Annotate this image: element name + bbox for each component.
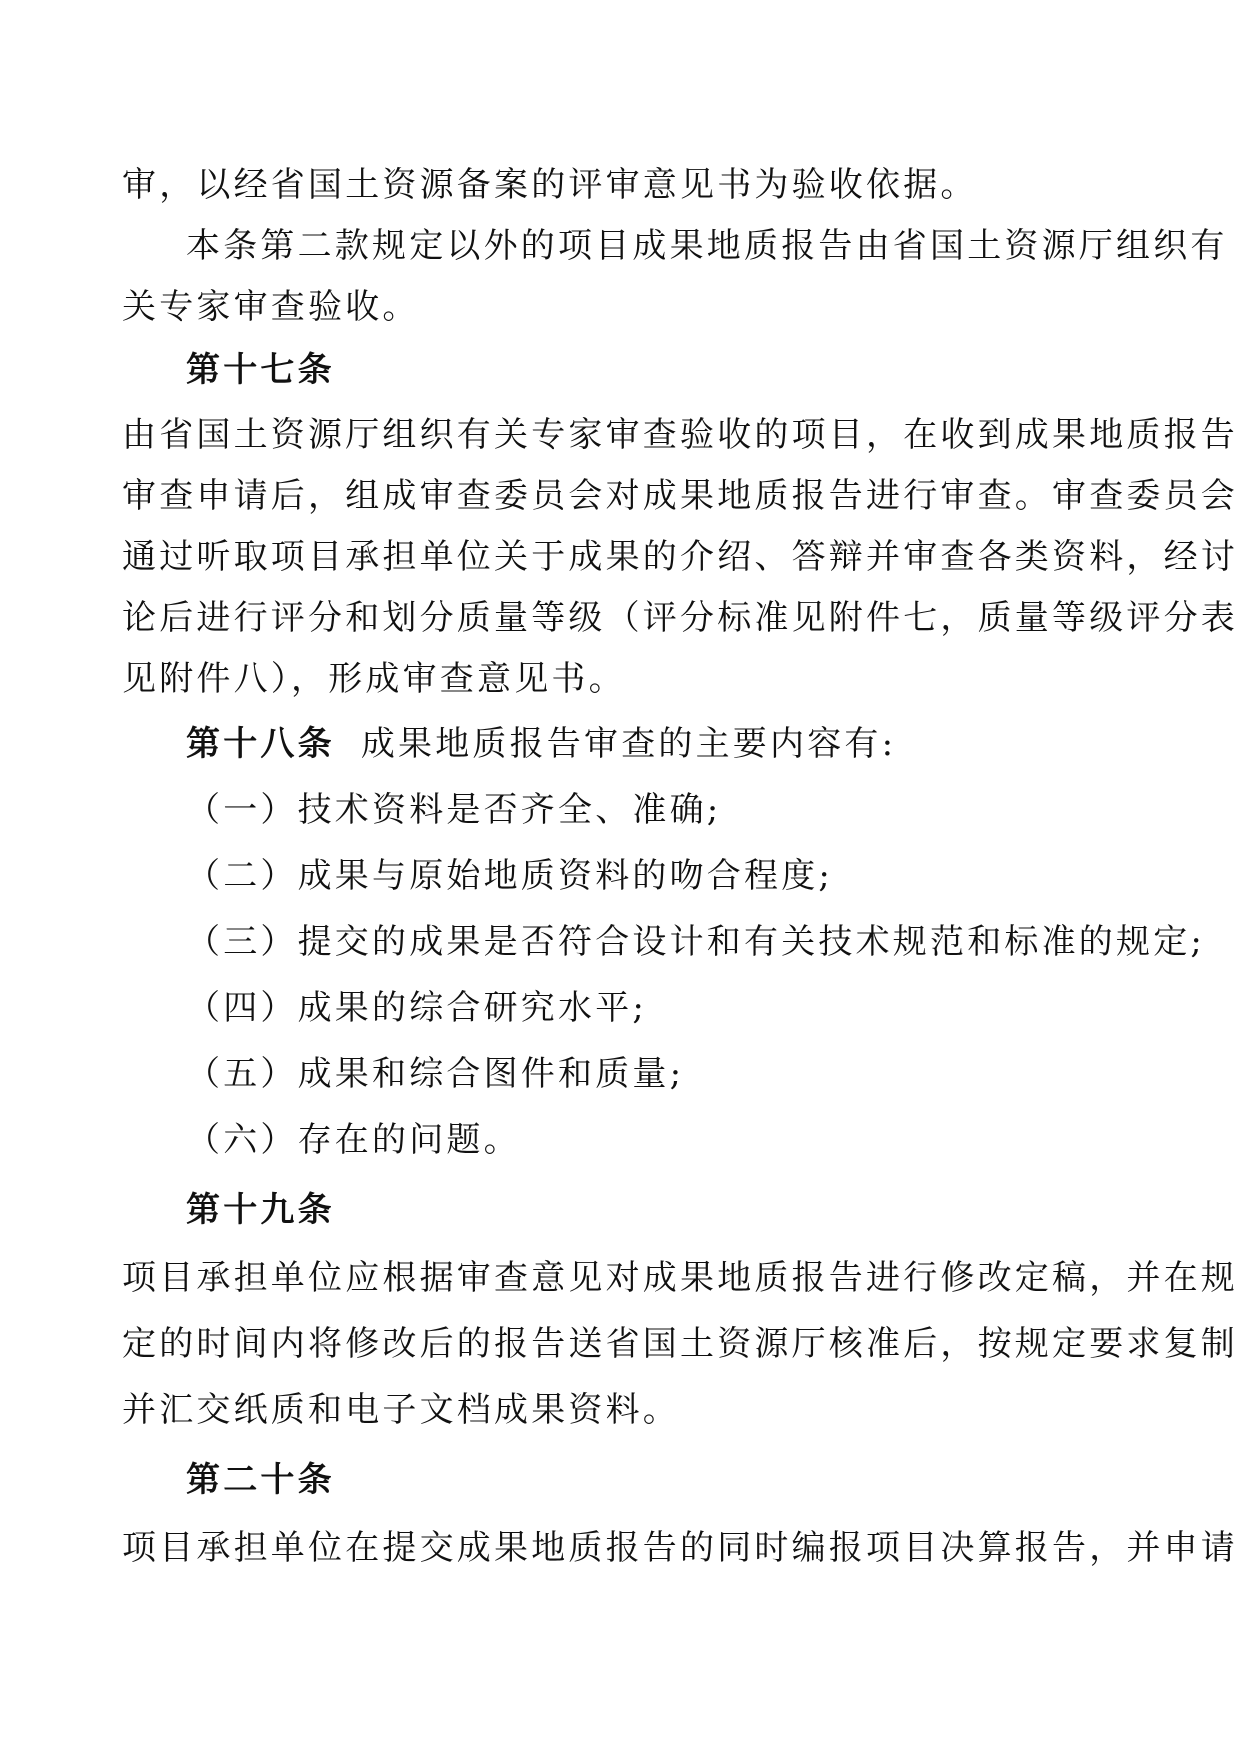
list-item: （一）技术资料是否齐全、准确; [186, 790, 722, 830]
body-line: 项目承担单位在提交成果地质报告的同时编报项目决算报告，并申请 [122, 1528, 1238, 1568]
list-item: （六）存在的问题。 [186, 1120, 521, 1160]
body-text: 成果地质报告审查的主要内容有: [360, 724, 897, 764]
body-line: 项目承担单位应根据审查意见对成果地质报告进行修改定稿，并在规 [122, 1258, 1238, 1298]
body-line: 见附件八），形成审查意见书。 [122, 659, 626, 699]
body-line: 由省国土资源厅组织有关专家审查验收的项目，在收到成果地质报告 [122, 415, 1238, 455]
body-line: 审，以经省国土资源备案的评审意见书为验收依据。 [122, 165, 978, 205]
list-item: （四）成果的综合研究水平; [186, 988, 648, 1028]
article-heading: 第十八条 [186, 724, 335, 764]
body-line: 论后进行评分和划分质量等级（评分标准见附件七，质量等级评分表 [122, 598, 1238, 638]
article-heading: 第二十条 [186, 1460, 335, 1500]
article-heading: 第十七条 [186, 350, 335, 390]
article-paragraph [186, 724, 896, 764]
body-line: 审查申请后，组成审查委员会对成果地质报告进行审查。审查委员会 [122, 476, 1238, 516]
body-line: 并汇交纸质和电子文档成果资料。 [122, 1390, 680, 1430]
list-item: （三）提交的成果是否符合设计和有关技术规范和标准的规定; [186, 922, 1206, 962]
body-line: 通过听取项目承担单位关于成果的介绍、答辩并审查各类资料，经讨 [122, 537, 1238, 577]
body-line: 本条第二款规定以外的项目成果地质报告由省国土资源厅组织有 [186, 226, 1228, 266]
body-line: 关专家审查验收。 [122, 287, 420, 327]
body-line: 定的时间内将修改后的报告送省国土资源厅核准后，按规定要求复制 [122, 1324, 1238, 1364]
article-heading: 第十九条 [186, 1190, 335, 1230]
list-item: （二）成果与原始地质资料的吻合程度; [186, 856, 834, 896]
list-item: （五）成果和综合图件和质量; [186, 1054, 685, 1094]
